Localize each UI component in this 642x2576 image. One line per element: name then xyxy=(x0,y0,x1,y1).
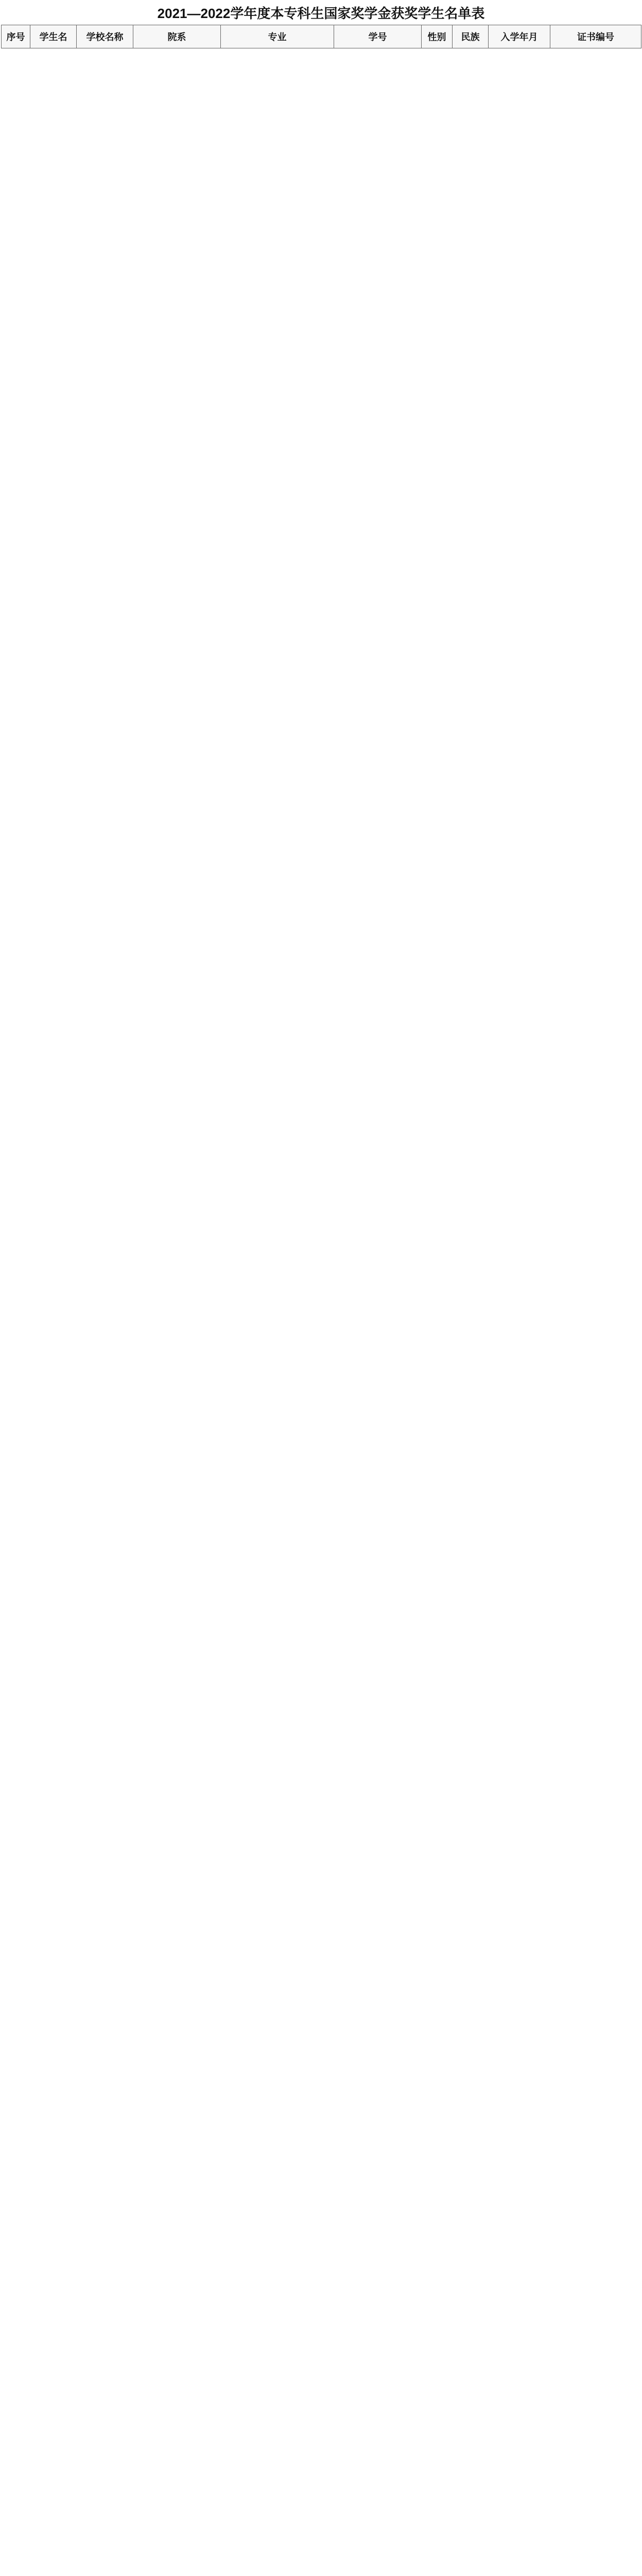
column-header-department: 院系 xyxy=(133,25,221,48)
column-header-certificate-number: 证书编号 xyxy=(550,25,641,48)
table-header-row xyxy=(2,25,641,48)
column-header-school: 学校名称 xyxy=(77,25,133,48)
column-header-enrollment-date: 入学年月 xyxy=(489,25,550,48)
column-header-student-id: 学号 xyxy=(334,25,422,48)
column-header-index: 序号 xyxy=(2,25,30,48)
document-title: 2021—2022学年度本专科生国家奖学金获奖学生名单表 xyxy=(157,5,485,21)
column-header-gender: 性别 xyxy=(422,25,453,48)
column-header-ethnicity: 民族 xyxy=(453,25,489,48)
column-header-major: 专业 xyxy=(221,25,334,48)
award-list-table xyxy=(1,25,641,48)
column-header-name: 学生名 xyxy=(30,25,77,48)
